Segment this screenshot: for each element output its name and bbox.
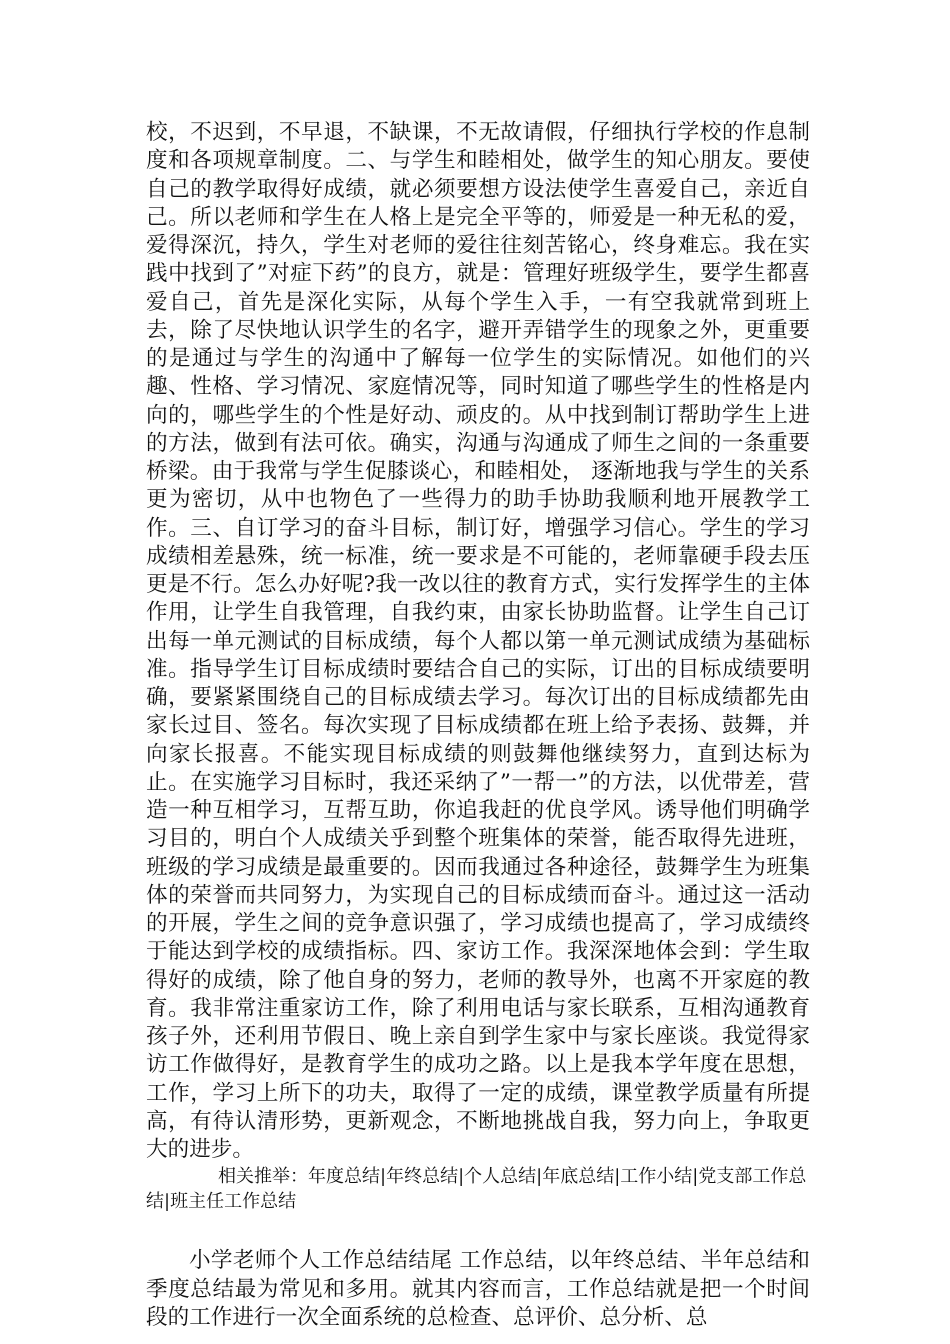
body-paragraph: 校，不迟到，不早退，不缺课，不无故请假，仔细执行学校的作息制度和各项规章制度。二、与学生和睦相处，做学生的知心朋友。要使自己的教学取得好成绩，就必须要想方设法使学生喜爱自己，亲近自己。所以老师和学生在人格上是完全平等的，师爱是一种无私的爱，爱得深沉，持久，学生对老师的爱往往刻苦铭心，终身难忘。我在实践中找到了”对症下药”的良方，就是：管理好班级学生，要学生都喜爱自己，首先是深化实际，从每个学生入手，一有空我就常到班上去，除了尽快地认识学生的名字，避开弄错学生的现象之外，更重要的是通过与学生的沟通中了解每一位学生的实际情况。如他们的兴趣、性格、学习情况、家庭情况等，同时知道了哪些学生的性格是内向的，哪些学生的个性是好动、顽皮的。从中找到制订帮助学生上进的方法，做到有法可依。确实，沟通与沟通成了师生之间的一条重要桥梁。由于我常与学生促膝谈心，和睦相处， 逐渐地我与学生的关系更为密切，从中也物色了一些得力的助手协助我顺利地开展教学工作。三、自订学习的奋斗目标，制订好，增强学习信心。学生的学习成绩相差悬殊，统一标准，统一要求是不可能的，老师靠硬手段去压更是不行。怎么办好呢?我一改以往的教育方式，实行发挥学生的主体作用，让学生自我管理，自我约束，由家长协助监督。让学生自己订出每一单元测试的目标成绩，每个人都以第一单元测试成绩为基础标准。指导学生订目标成绩时要结合自己的实际，订出的目标成绩要明确，要紧紧围绕自己的目标成绩去学习。每次订出的目标成绩都先由家长过目、签名。每次实现了目标成绩都在班上给予表扬、鼓舞，并向家长报喜。不能实现目标成绩的则鼓舞他继续努力，直到达标为止。在实施学习目标时，我还采纳了”一帮一”的方法，以优带差，营造一种互相学习，互帮互助，你追我赶的优良学风。诱导他们明确学习目的，明白个人成绩关乎到整个班集体的荣誉，能否取得先进班，班级的学习成绩是最重要的。因而我通过各种途径，鼓舞学生为班集体的荣誉而共同努力，为实现自己的目标成绩而奋斗。通过这一活动的开展，学生之间的竞争意识强了，学习成绩也提高了，学习成绩终于能达到学校的成绩指标。四、家访工作。我深深地体会到：学生取得好的成绩，除了他自身的努力，老师的教导外，也离不开家庭的教育。我非常注重家访工作，除了利用电话与家长联系，互相沟通教育孩子外，还利用节假日、晚上亲自到学生家中与家长座谈。我觉得家访工作做得好，是教育学生的成功之路。以上是我本学年度在思想，工作，学习上所下的功夫，取得了一定的成绩，课堂教学质量有所提高，有待认清形势，更新观念，不断地挑战自我，努力向上，争取更大的进步。 [146, 120, 810, 1162]
related-recommendations: 相关推举：年度总结|年终总结|个人总结|年底总结|工作小结|党支部工作总结|班主任工作总结 [146, 1166, 807, 1213]
next-article-intro: 小学老师个人工作总结结尾 工作总结，以年终总结、半年总结和季度总结最为常见和多用。就其内容而言，工作总结就是把一个时间段的工作进行一次全面系统的总检查、总评价、总分析、总 [146, 1248, 810, 1330]
paragraph-gap [146, 1214, 810, 1247]
document-page [146, 119, 810, 1332]
